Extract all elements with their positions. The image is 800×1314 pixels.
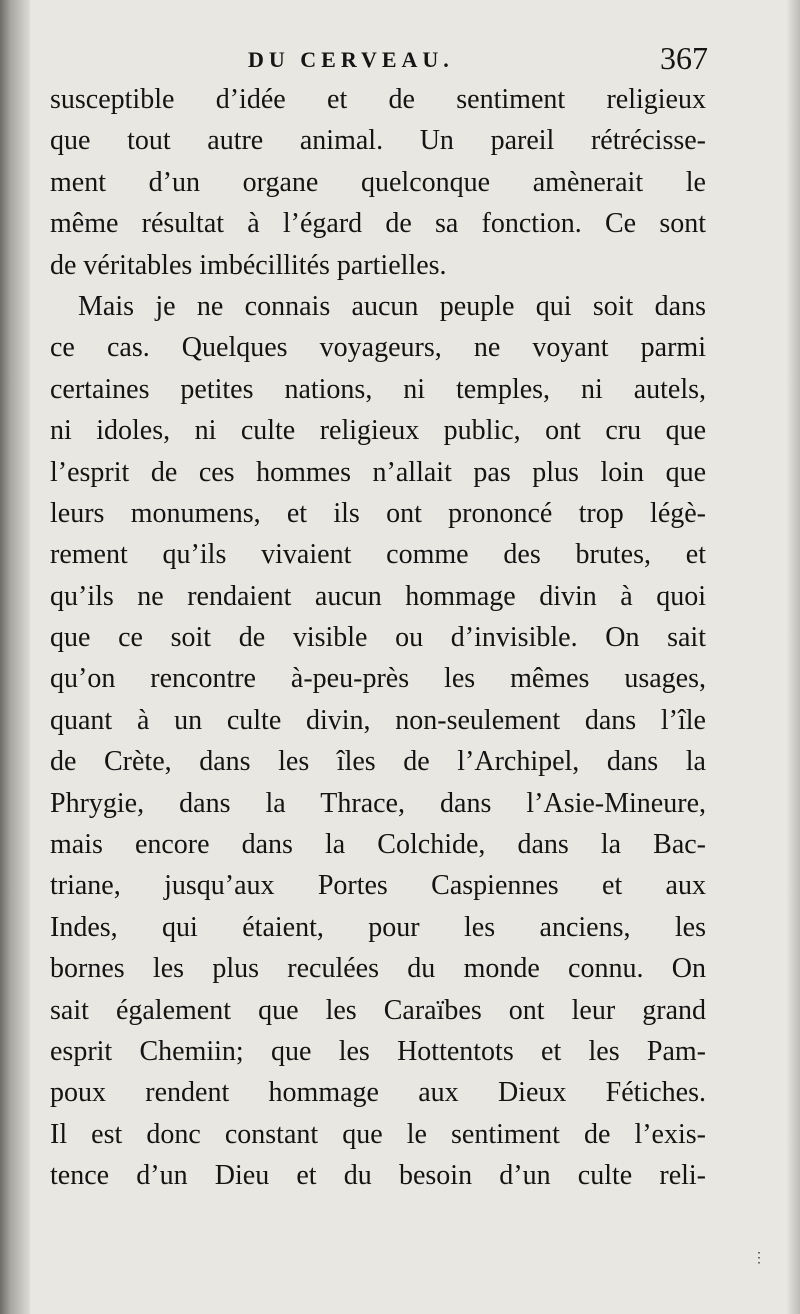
text-line: de Crète, dans les îles de l’Archipel, dans la — [50, 746, 706, 778]
text-line: ment d’un organe quelconque amènerait le — [50, 166, 706, 198]
text-line: susceptible d’idée et de sentiment religieux — [50, 84, 706, 115]
text-line: quant à un culte divin, non-seulement dans l’île — [50, 704, 706, 736]
text-line: Il est donc constant que le sentiment de l’exis- — [50, 1118, 706, 1150]
text-line: esprit Chemiin; que les Hottentots et les Pam- — [50, 1035, 706, 1067]
edge-shadow — [786, 0, 800, 1314]
running-title: DU CERVEAU. — [248, 47, 454, 72]
text-line: leurs monumens, et ils ont prononcé trop légè- — [50, 497, 706, 529]
text-line: certaines petites nations, ni temples, ni autels, — [50, 373, 706, 405]
text-line: Indes, qui étaient, pour les anciens, les — [50, 911, 706, 943]
body-text — [50, 79, 706, 1197]
text-line: qu’ils ne rendaient aucun hommage divin à quoi — [50, 580, 706, 612]
text-line: mais encore dans la Colchide, dans la Bac- — [50, 829, 706, 861]
text-line: l’esprit de ces hommes n’allait pas plus loin que — [50, 456, 706, 488]
text-line: Phrygie, dans la Thrace, dans l’Asie-Mineure, — [50, 787, 706, 819]
text-line: sait également que les Caraïbes ont leur grand — [50, 994, 706, 1026]
text-line: triane, jusqu’aux Portes Caspiennes et aux — [50, 870, 706, 902]
binding-shadow — [0, 0, 30, 1314]
text-line: bornes les plus reculées du monde connu. On — [50, 953, 706, 985]
text-line: qu’on rencontre à-peu-près les mêmes usages, — [50, 663, 706, 695]
text-line: tence d’un Dieu et du besoin d’un culte reli- — [50, 1160, 706, 1192]
page-number: 367 — [660, 40, 708, 76]
text-line: de véritables imbécillités partielles. — [50, 249, 447, 281]
text-line: que ce soit de visible ou d’invisible. On sait — [50, 622, 706, 654]
text-line: que tout autre animal. Un pareil rétrécisse- — [50, 125, 706, 157]
page-header — [248, 40, 708, 80]
paragraph-start-line: Mais je ne connais aucun peuple qui soit dans — [78, 290, 706, 322]
text-line: rement qu’ils vivaient comme des brutes, et — [50, 539, 706, 571]
text-line: ce cas. Quelques voyageurs, ne voyant parmi — [50, 332, 706, 364]
text-line: ni idoles, ni culte religieux public, ont cru que — [50, 415, 706, 447]
text-line: même résultat à l’égard de sa fonction. Ce sont — [50, 208, 706, 240]
text-line: poux rendent hommage aux Dieux Fétiches. — [50, 1077, 706, 1109]
margin-speck: ⋮ — [752, 1251, 766, 1266]
